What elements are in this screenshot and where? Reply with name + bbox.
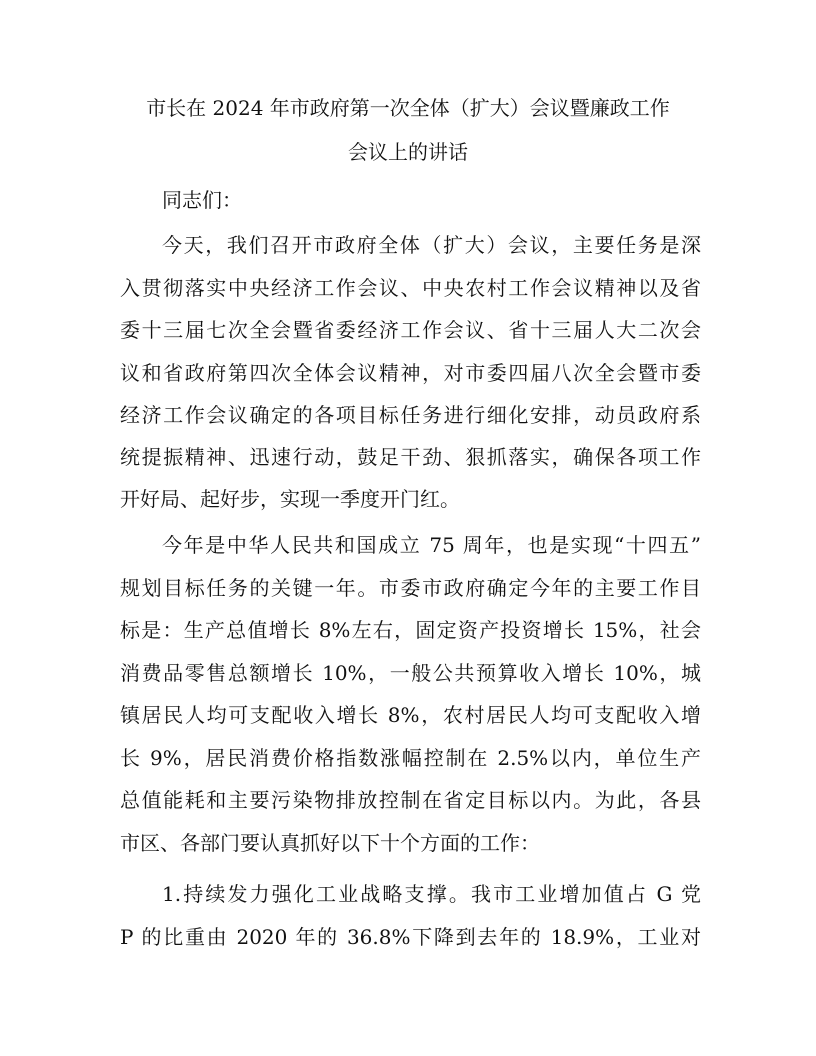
paragraph-line: 标是：生产总值增长 8%左右，固定资产投资增长 15%，社会	[120, 618, 701, 642]
paragraph-line: 镇居民人均可支配收入增长 8%，农村居民人均可支配收入增	[120, 703, 701, 727]
paragraph-line: 市区、各部门要认真抓好以下十个方面的工作：	[120, 831, 540, 855]
paragraph-line: P 的比重由 2020 年的 36.8%下降到去年的 18.9%，工业对	[120, 925, 701, 949]
paragraph-line: 消费品零售总额增长 10%，一般公共预算收入增长 10%，城	[120, 661, 701, 685]
paragraph-line: 入贯彻落实中央经济工作会议、中央农村工作会议精神以及省	[120, 276, 701, 300]
paragraph-line: 今年是中华人民共和国成立 75 周年，也是实现“十四五”	[162, 533, 701, 557]
paragraph-line: 委十三届七次全会暨省委经济工作会议、省十三届人大二次会	[120, 318, 701, 342]
paragraph-line: 1.持续发力强化工业战略支撑。我市工业增加值占 G 党	[162, 882, 701, 906]
salutation: 同志们：	[162, 188, 242, 212]
paragraph-line: 开好局、起好步，实现一季度开门红。	[120, 487, 460, 511]
paragraph-line: 今天，我们召开市政府全体（扩大）会议，主要任务是深	[162, 233, 701, 257]
paragraph-line: 总值能耗和主要污染物排放控制在省定目标以内。为此，各县	[120, 788, 701, 812]
paragraph-line: 规划目标任务的关键一年。市委市政府确定今年的主要工作目	[120, 576, 701, 600]
document-title-line-1: 市长在 2024 年市政府第一次全体（扩大）会议暨廉政工作	[146, 96, 670, 120]
paragraph-line: 统提振精神、迅速行动，鼓足干劲、狠抓落实，确保各项工作	[120, 445, 701, 469]
paragraph-line: 经济工作会议确定的各项目标任务进行细化安排，动员政府系	[120, 403, 701, 427]
paragraph-line: 长 9%，居民消费价格指数涨幅控制在 2.5%以内，单位生产	[120, 746, 701, 770]
paragraph-line: 议和省政府第四次全体会议精神，对市委四届八次全会暨市委	[120, 361, 701, 385]
document-title-line-2: 会议上的讲话	[348, 140, 468, 164]
